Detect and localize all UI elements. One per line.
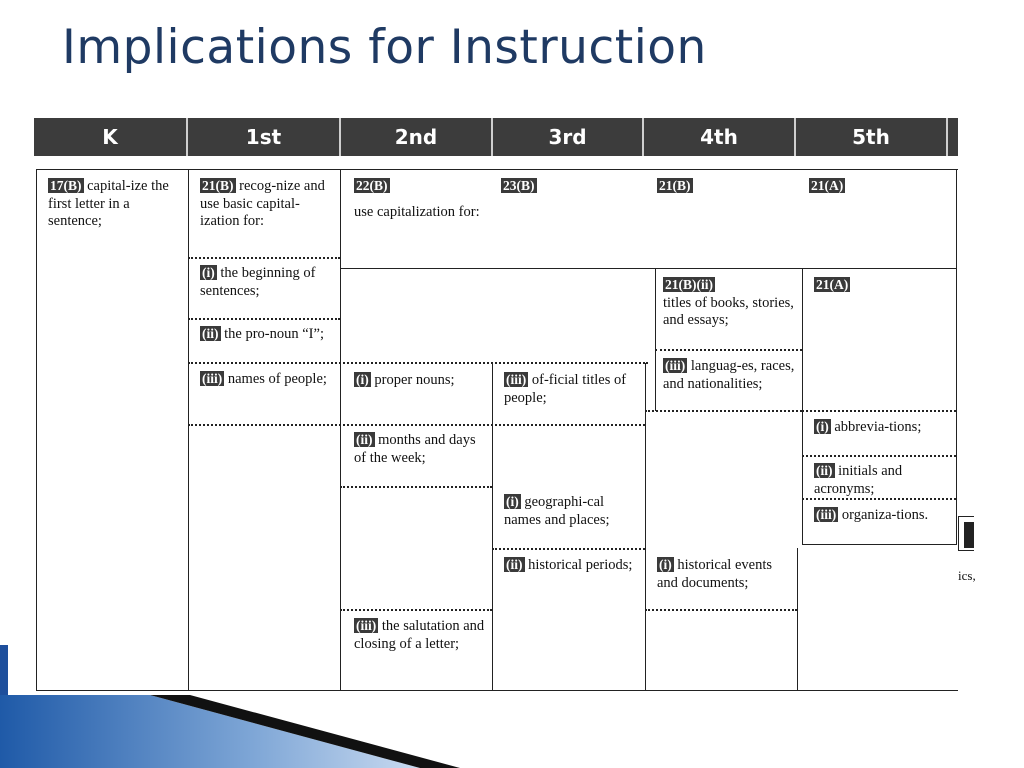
column-rule — [797, 548, 798, 691]
cell-grade2-item-iii — [350, 614, 488, 653]
cell-grade3-item-iii — [500, 368, 640, 407]
item-tag: (ii) — [202, 326, 219, 341]
item-text: names of people; — [224, 371, 327, 387]
item-text: organiza-tions. — [838, 507, 929, 523]
cell-grade3-item-i — [500, 490, 640, 529]
cell-grade3-item-ii — [500, 553, 640, 575]
item-text: proper nouns; — [370, 372, 455, 388]
dotted-rule — [188, 362, 648, 364]
item-text: the pro-noun “I”; — [220, 326, 324, 342]
item-tag: (iii) — [665, 358, 686, 373]
standard-code-tag: 21(A) — [811, 178, 844, 193]
dotted-rule — [340, 486, 492, 488]
item-tag: (i) — [506, 494, 519, 509]
standard-code-tag: 22(B) — [356, 178, 388, 193]
dotted-rule — [655, 349, 802, 351]
item-tag: (ii) — [816, 463, 833, 478]
cell-grade5-item-iii — [810, 503, 954, 525]
item-text: historical events and documents; — [657, 557, 773, 591]
dotted-rule — [645, 609, 797, 611]
slide-title: Implications for Instruction — [62, 20, 707, 75]
dotted-rule — [340, 609, 492, 611]
cell-k-standard — [44, 174, 184, 231]
standard-code-tag: 21(B) — [659, 178, 691, 193]
item-text: geographi-cal names and places; — [504, 494, 610, 528]
item-text: of-ficial titles of people; — [504, 372, 627, 406]
cell-grade1-standard — [196, 174, 336, 231]
header-next-column-edge — [946, 118, 958, 156]
header-kindergarten: K — [102, 125, 118, 149]
item-tag: (ii) — [506, 557, 523, 572]
cell-grade2-item-i — [350, 368, 488, 390]
item-tag: (iii) — [356, 618, 377, 633]
item-text: historical periods; — [524, 557, 633, 573]
row-rule — [655, 268, 957, 269]
cell-grade4-item-i — [653, 553, 793, 592]
item-text: languag-es, races, and nationalities; — [663, 358, 795, 392]
cell-grade1-item-iii — [196, 367, 336, 389]
standard-code-tag: 23(B) — [503, 178, 535, 193]
item-tag: (i) — [356, 372, 369, 387]
dotted-rule — [188, 257, 340, 259]
item-text: the beginning of sentences; — [200, 265, 316, 299]
row-rule — [802, 544, 956, 545]
standard-code-tag: 17(B) — [50, 178, 82, 193]
cell-span-text: use capitalization for: — [354, 204, 480, 220]
standard-text: capital-ize the first letter in a sentence; — [48, 178, 169, 229]
standard-code-tag: 21(B)(ii) — [665, 277, 713, 292]
column-rule — [645, 363, 646, 691]
standard-code-tag: 21(A) — [816, 277, 849, 292]
row-rule — [340, 268, 658, 269]
header-grade-3: 3rd — [548, 125, 587, 149]
dotted-rule — [802, 455, 956, 457]
standard-text: recog-nize and use basic capital-ization for: — [200, 178, 325, 229]
item-tag: (iii) — [202, 371, 223, 386]
header-grade-1: 1st — [245, 125, 282, 149]
cell-grade1-item-i — [196, 261, 336, 300]
item-text: the salutation and closing of a letter; — [354, 618, 485, 652]
column-rule — [956, 269, 957, 545]
item-tag: (i) — [816, 419, 829, 434]
cell-grade4-item-iii — [659, 354, 799, 393]
standard-code-tag: 21(B) — [202, 178, 234, 193]
dotted-rule — [188, 318, 340, 320]
dotted-rule — [645, 410, 802, 412]
column-rule — [188, 169, 189, 691]
cell-grade5-code — [805, 174, 945, 196]
column-rule — [956, 169, 957, 269]
header-grade-5: 5th — [852, 125, 890, 149]
column-rule — [655, 268, 656, 411]
header-grade-2: 2nd — [394, 125, 438, 149]
item-text: titles of books, stories, and essays; — [663, 294, 794, 328]
column-rule — [492, 363, 493, 691]
row-top-rule — [36, 169, 958, 170]
column-rule — [340, 169, 341, 691]
dotted-rule — [492, 548, 645, 550]
dotted-rule — [188, 424, 645, 426]
cell-grade5-item-i — [810, 415, 954, 437]
item-tag: (iii) — [816, 507, 837, 522]
item-text: initials and acronyms; — [814, 463, 903, 497]
header-grade-4: 4th — [700, 125, 738, 149]
dotted-rule — [802, 410, 956, 412]
item-tag: (i) — [659, 557, 672, 572]
row-bottom-rule — [36, 690, 958, 691]
item-tag: (i) — [202, 265, 215, 280]
overflow-text: ics, — [958, 568, 976, 583]
item-tag: (ii) — [356, 432, 373, 447]
item-tag: (iii) — [506, 372, 527, 387]
column-rule — [802, 268, 803, 545]
column-rule — [36, 169, 37, 691]
cell-grade2-item-ii — [350, 428, 488, 467]
overflow-box-fill — [964, 522, 974, 548]
cell-grade4-code — [653, 174, 793, 196]
cell-grade5-item-ii — [810, 459, 956, 498]
cell-grade4-b-ii — [659, 273, 799, 330]
dotted-rule — [802, 498, 956, 500]
item-text: months and days of the week; — [354, 432, 476, 466]
cell-grade5-a — [810, 273, 950, 295]
item-text: abbrevia-tions; — [830, 419, 922, 435]
cell-grade2-code — [350, 174, 480, 196]
cell-grade3-code — [497, 174, 637, 196]
cell-grade1-item-ii — [196, 322, 336, 344]
